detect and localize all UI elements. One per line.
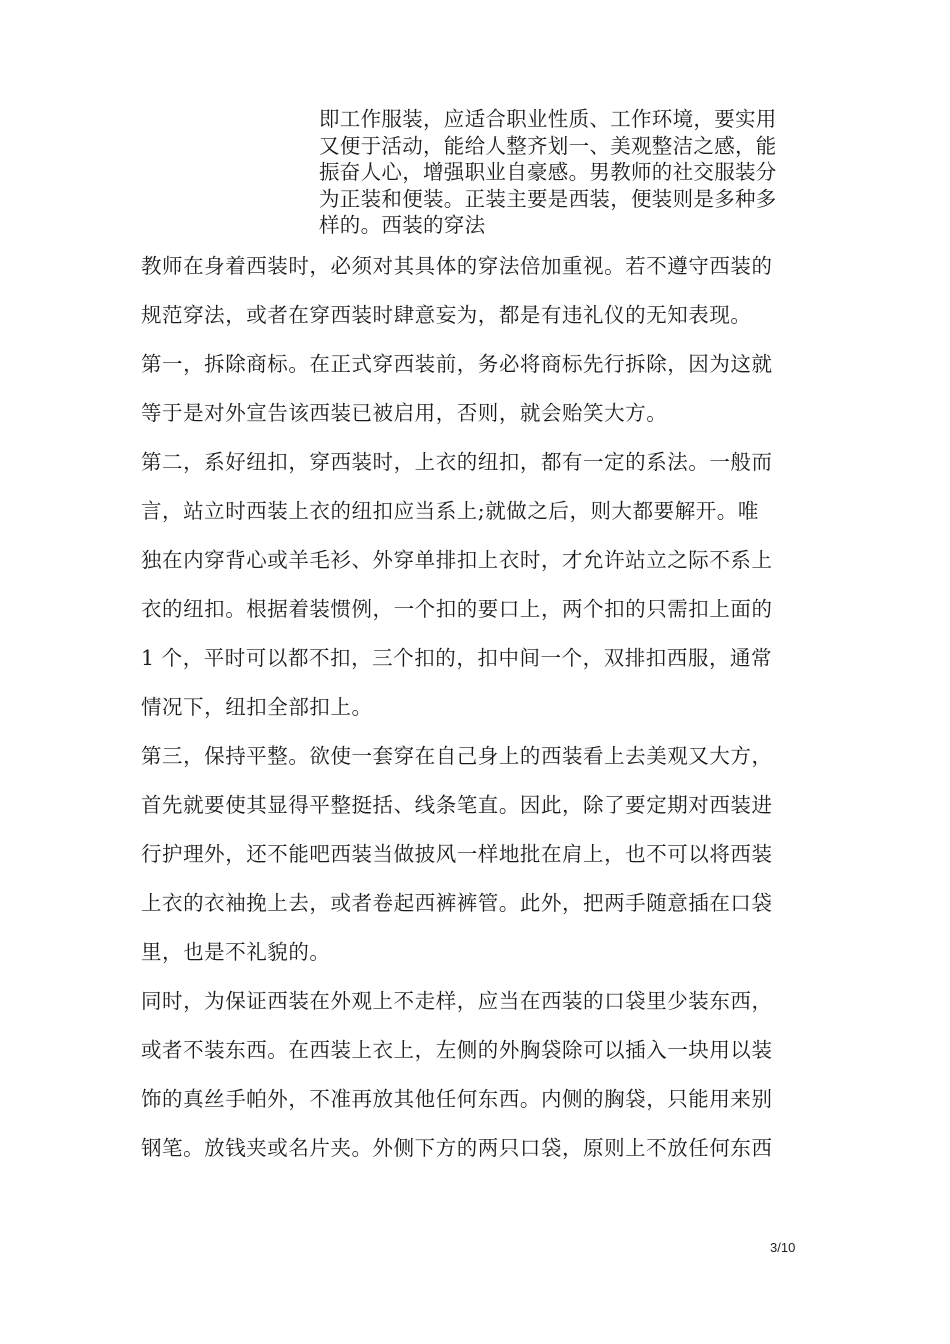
body-line: 1 个，平时可以都不扣，三个扣的，扣中间一个，双排扣西服，通常 — [141, 646, 773, 670]
body-line: 第二，系好纽扣，穿西装时，上衣的纽扣，都有一定的系法。一般而 — [141, 450, 773, 474]
body-line: 第一，拆除商标。在正式穿西装前，务必将商标先行拆除，因为这就 — [141, 352, 773, 376]
body-line: 行护理外，还不能吧西装当做披风一样地批在肩上，也不可以将西装 — [141, 842, 773, 866]
body-line: 独在内穿背心或羊毛衫、外穿单排扣上衣时，才允许站立之际不系上 — [141, 548, 773, 572]
intro-line: 振奋人心，增强职业自豪感。男教师的社交服装分 — [319, 160, 777, 184]
body-line: 教师在身着西装时，必须对其具体的穿法倍加重视。若不遵守西装的 — [141, 254, 773, 278]
intro-line: 又便于活动，能给人整齐划一、美观整洁之感，能 — [319, 133, 777, 158]
body-line: 言，站立时西装上衣的纽扣应当系上;就做之后，则大都要解开。唯 — [141, 499, 759, 523]
body-line: 情况下，纽扣全部扣上。 — [141, 695, 373, 719]
body-line: 等于是对外宣告该西装已被启用，否则，就会贻笑大方。 — [141, 401, 668, 425]
body-line: 里，也是不礼貌的。 — [141, 940, 331, 964]
body-line: 首先就要使其显得平整挺括、线条笔直。因此，除了要定期对西装进 — [141, 793, 773, 817]
body-line: 第三，保持平整。欲使一套穿在自己身上的西装看上去美观又大方， — [141, 744, 773, 768]
body-text — [141, 248, 821, 1179]
body-line: 钢笔。放钱夹或名片夹。外侧下方的两只口袋，原则上不放任何东西 — [141, 1136, 773, 1160]
intro-line: 样的。西装的穿法 — [319, 213, 486, 237]
intro-line: 为正装和便装。正装主要是西装，便装则是多种多 — [319, 186, 777, 211]
body-line: 饰的真丝手帕外，不准再放其他任何东西。内侧的胸袋，只能用来别 — [141, 1087, 773, 1111]
page-number: 3/10 — [770, 1240, 796, 1255]
body-line: 上衣的衣袖挽上去，或者卷起西裤裤管。此外，把两手随意插在口袋 — [141, 891, 773, 915]
intro-paragraph — [319, 106, 824, 239]
body-line: 衣的纽扣。根据着装惯例，一个扣的要口上，两个扣的只需扣上面的 — [141, 597, 773, 621]
body-line: 规范穿法，或者在穿西装时肆意妄为，都是有违礼仪的无知表现。 — [141, 303, 752, 327]
body-line: 同时，为保证西装在外观上不走样，应当在西装的口袋里少装东西， — [141, 989, 773, 1013]
intro-line: 即工作服装，应适合职业性质、工作环境，要实用 — [319, 107, 777, 131]
body-line: 或者不装东西。在西装上衣上，左侧的外胸袋除可以插入一块用以装 — [141, 1038, 773, 1062]
